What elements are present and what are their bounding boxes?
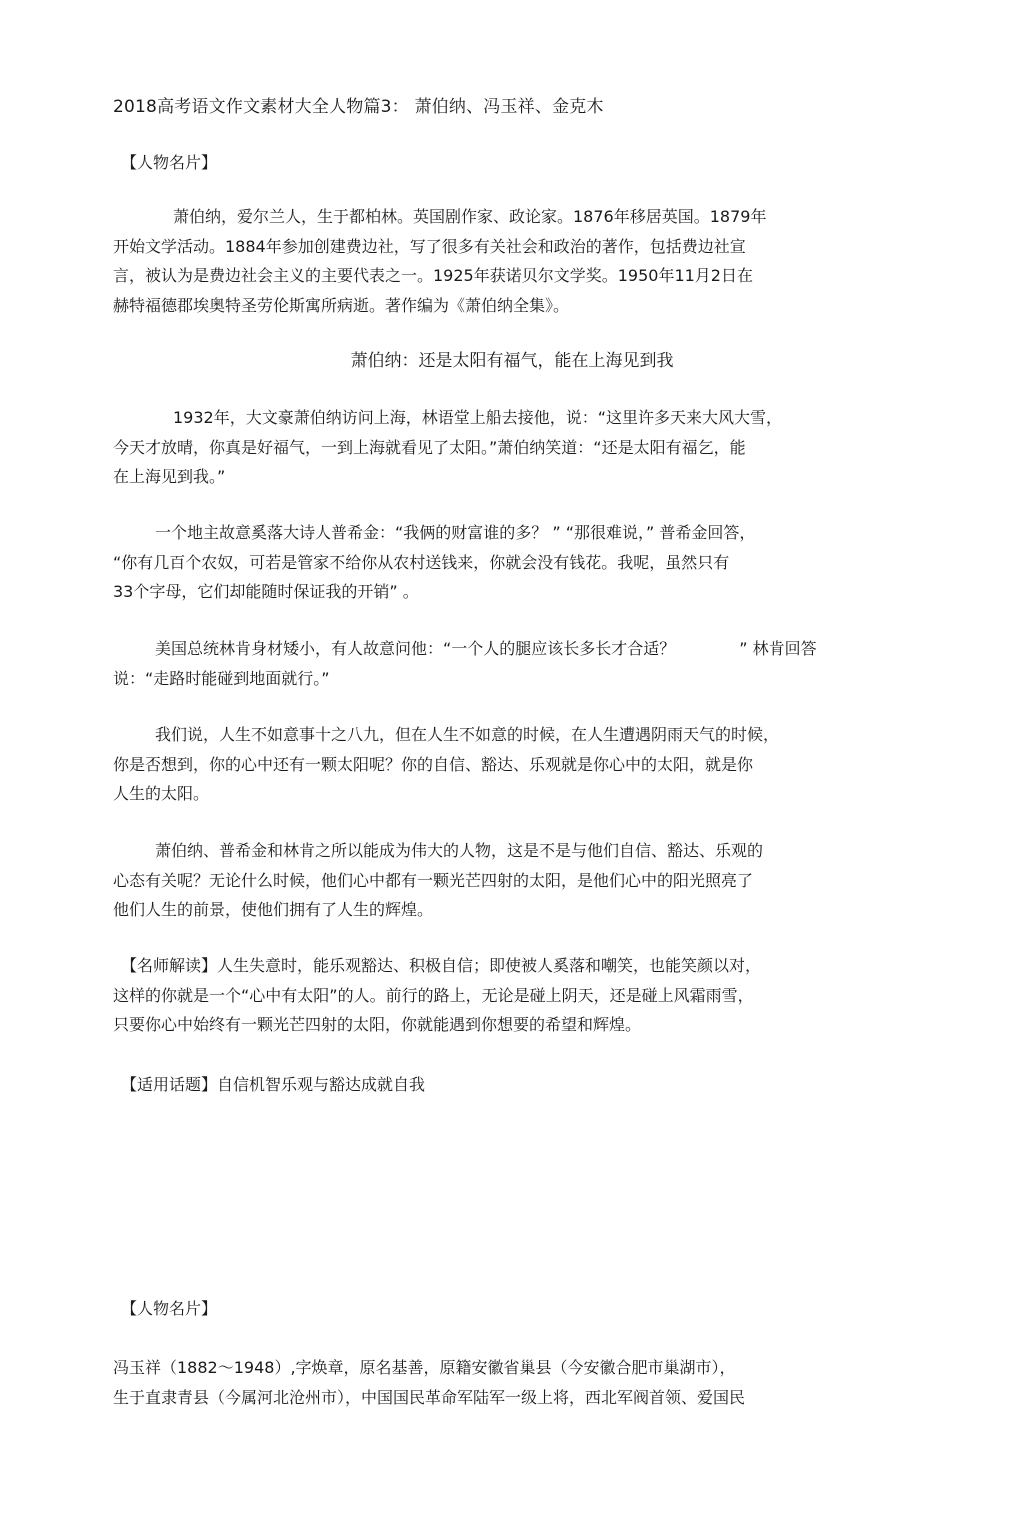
text-line: 冯玉祥（1882～1948）,字焕章，原名基善，原籍安徽省巢县（今安徽合肥市巢湖市）， xyxy=(113,1358,736,1377)
text-line: 生于直隶青县（今属河北沧州市），中国国民革命军陆军一级上将，西北军阀首领、爱国民 xyxy=(113,1387,746,1407)
text-line: 萧伯纳，爱尔兰人，生于都柏林。英国剧作家、政论家。1876年移居英国。1879年 xyxy=(173,207,767,226)
text-segment: ” 林肯回答 xyxy=(739,639,817,658)
text-line: 我们说，人生不如意事十之八九，但在人生不如意的时候，在人生遭遇阴雨天气的时候， xyxy=(155,725,780,744)
text-line: 开始文学活动。1884年参加创建费边社，写了很多有关社会和政治的著作，包括费边社宣 xyxy=(113,236,746,256)
text-line: 心态有关呢？无论什么时候，他们心中都有一颗光芒四射的太阳，是他们心中的阳光照亮了 xyxy=(113,870,754,890)
text-line: 只要你心中始终有一颗光芒四射的太阳，你就能遇到你想要的希望和辉煌。 xyxy=(113,1015,642,1034)
text-line: 赫特福德郡埃奥特圣劳伦斯寓所病逝。著作编为《萧伯纳全集》。 xyxy=(113,295,570,315)
card-label-heading: 【人物名片】 xyxy=(121,1299,218,1318)
text-line: 人生的太阳。 xyxy=(113,784,210,803)
document-title: 2018高考语文作文素材大全人物篇3： 萧伯纳、冯玉祥、金克木 xyxy=(113,97,604,117)
text-line: 今天才放晴，你真是好福气，一到上海就看见了太阳。”萧伯纳笑道：“还是太阳有福乞，能 xyxy=(113,437,746,457)
bio-paragraph-shaw xyxy=(113,202,913,320)
text-line: 说：“走路时能碰到地面就行。” xyxy=(113,668,330,688)
text-line: 【名师解读】人生失意时，能乐观豁达、积极自信；即使被人奚落和嘲笑，也能笑颜以对， xyxy=(121,956,762,975)
text-line: 你是否想到，你的心中还有一颗太阳呢？你的自信、豁达、乐观就是你心中的太阳，就是你 xyxy=(113,754,754,774)
text-line: 1932年，大文豪萧伯纳访问上海，林语堂上船去接他，说：“这里许多天来大风大雪， xyxy=(173,408,783,427)
card-label-heading: 【人物名片】 xyxy=(121,153,218,172)
text-line: 33个字母，它们却能随时保证我的开销” 。 xyxy=(113,582,419,601)
story-paragraph-pushkin xyxy=(113,518,913,607)
story-paragraph-shaw xyxy=(113,403,913,492)
teacher-commentary xyxy=(113,951,913,1040)
text-line: 这样的你就是一个“心中有太阳”的人。前行的路上，无论是碰上阴天，还是碰上风霜雨雪， xyxy=(113,985,754,1005)
bio-paragraph-feng xyxy=(113,1353,913,1412)
text-line: 一个地主故意奚落大诗人普希金：“我俩的财富谁的多？ ” “那很难说，” 普希金回答， xyxy=(155,523,756,542)
section-heading: 萧伯纳：还是太阳有福气，能在上海见到我 xyxy=(350,351,674,371)
applicable-topics: 【适用话题】自信机智乐观与豁达成就自我 xyxy=(121,1075,426,1094)
story-paragraph-lincoln xyxy=(113,634,913,693)
text-line: “你有几百个农奴，可若是管家不给你从农村送钱来，你就会没有钱花。我呢，虽然只有 xyxy=(113,552,730,572)
reflection-paragraph xyxy=(113,836,913,925)
text-line xyxy=(113,634,913,664)
text-line: 在上海见到我。” xyxy=(113,467,226,486)
text-line: 他们人生的前景，使他们拥有了人生的辉煌。 xyxy=(113,900,434,919)
reflection-paragraph xyxy=(113,720,913,809)
text-line: 萧伯纳、普希金和林肯之所以能成为伟大的人物，这是不是与他们自信、豁达、乐观的 xyxy=(155,841,764,860)
text-line: 言，被认为是费边社会主义的主要代表之一。1925年获诺贝尔文学奖。1950年11月2日在 xyxy=(113,266,753,285)
text-segment: 美国总统林肯身材矮小，有人故意问他：“一个人的腿应该长多长才合适？ xyxy=(155,639,676,658)
